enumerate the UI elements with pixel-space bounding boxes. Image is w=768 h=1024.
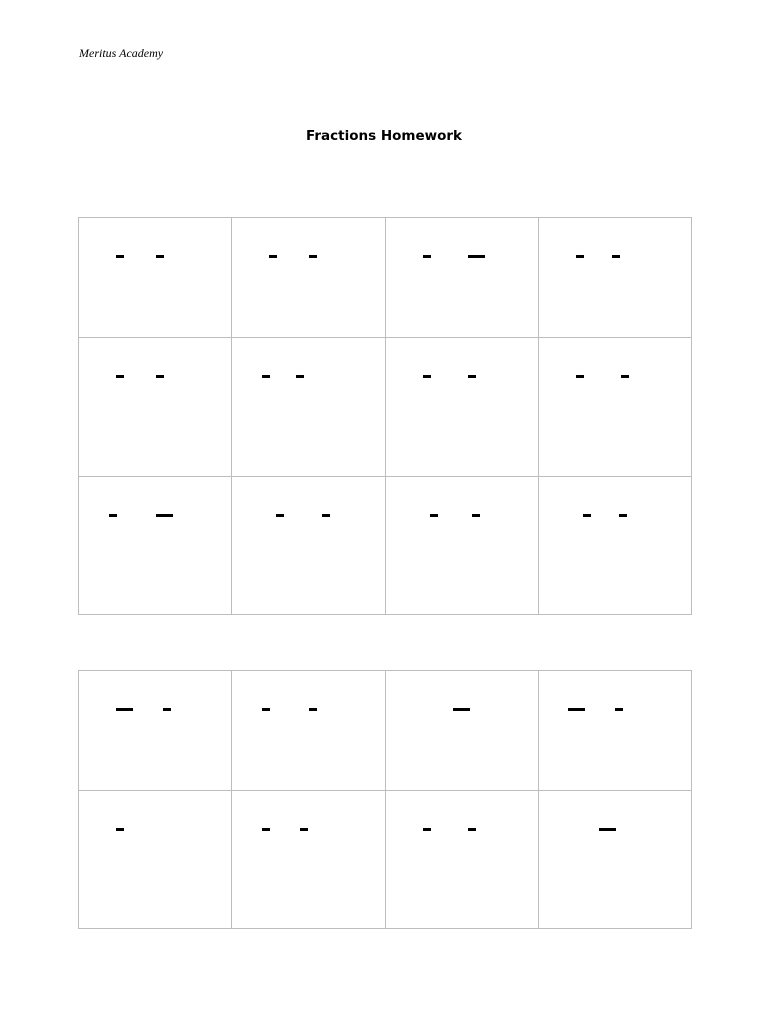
- school-name: Meritus Academy: [79, 46, 164, 60]
- problem-cell: [79, 671, 232, 791]
- table-row: [79, 791, 692, 929]
- problem-cell: [386, 791, 539, 929]
- fraction-bar: [300, 828, 308, 831]
- problem-cell: [79, 338, 232, 477]
- table-row: [79, 218, 692, 338]
- fraction-bar: [568, 708, 585, 711]
- fraction-bar: [576, 375, 584, 378]
- problem-cell: [539, 477, 692, 615]
- problem-cell: [386, 338, 539, 477]
- fraction-bar: [309, 255, 317, 258]
- problem-cell: [232, 671, 386, 791]
- page-title: Fractions Homework: [305, 128, 462, 144]
- fraction-bar: [583, 514, 591, 517]
- fraction-bar: [156, 514, 173, 517]
- fraction-bar: [423, 255, 431, 258]
- fraction-bar: [423, 828, 431, 831]
- fraction-bar: [423, 375, 431, 378]
- fractions-table-1: [78, 217, 692, 615]
- fraction-bar: [262, 708, 270, 711]
- problem-cell: [386, 477, 539, 615]
- fraction-bar: [576, 255, 584, 258]
- table-row: [79, 477, 692, 615]
- fraction-bar: [269, 255, 277, 258]
- fraction-bar: [296, 375, 304, 378]
- fraction-bar: [262, 375, 270, 378]
- fraction-bar: [599, 828, 616, 831]
- problem-cell: [232, 791, 386, 929]
- fraction-bar: [156, 375, 164, 378]
- problem-cell: [79, 477, 232, 615]
- fraction-bar: [430, 514, 438, 517]
- fraction-bar: [615, 708, 623, 711]
- table-row: [79, 671, 692, 791]
- fraction-bar: [262, 828, 270, 831]
- problem-cell: [386, 671, 539, 791]
- fraction-bar: [109, 514, 117, 517]
- fraction-bar: [156, 255, 164, 258]
- fraction-bar: [472, 514, 480, 517]
- fraction-bar: [309, 708, 317, 711]
- fraction-bar: [116, 255, 124, 258]
- problem-cell: [232, 218, 386, 338]
- problem-cell: [539, 671, 692, 791]
- fractions-table-2: [78, 670, 692, 929]
- fraction-bar: [116, 828, 124, 831]
- fraction-bar: [619, 514, 627, 517]
- fraction-bar: [322, 514, 330, 517]
- fraction-bar: [163, 708, 171, 711]
- problem-cell: [386, 218, 539, 338]
- problem-cell: [539, 338, 692, 477]
- fraction-bar: [116, 708, 133, 711]
- problem-cell: [79, 218, 232, 338]
- problem-cell: [539, 218, 692, 338]
- fraction-bar: [621, 375, 629, 378]
- problem-cell: [79, 791, 232, 929]
- problem-cell: [232, 338, 386, 477]
- table-row: [79, 338, 692, 477]
- fraction-bar: [116, 375, 124, 378]
- problem-cell: [539, 791, 692, 929]
- fraction-bar: [453, 708, 470, 711]
- fraction-bar: [468, 828, 476, 831]
- fraction-bar: [468, 255, 485, 258]
- fraction-bar: [276, 514, 284, 517]
- fraction-bar: [468, 375, 476, 378]
- fraction-bar: [612, 255, 620, 258]
- problem-cell: [232, 477, 386, 615]
